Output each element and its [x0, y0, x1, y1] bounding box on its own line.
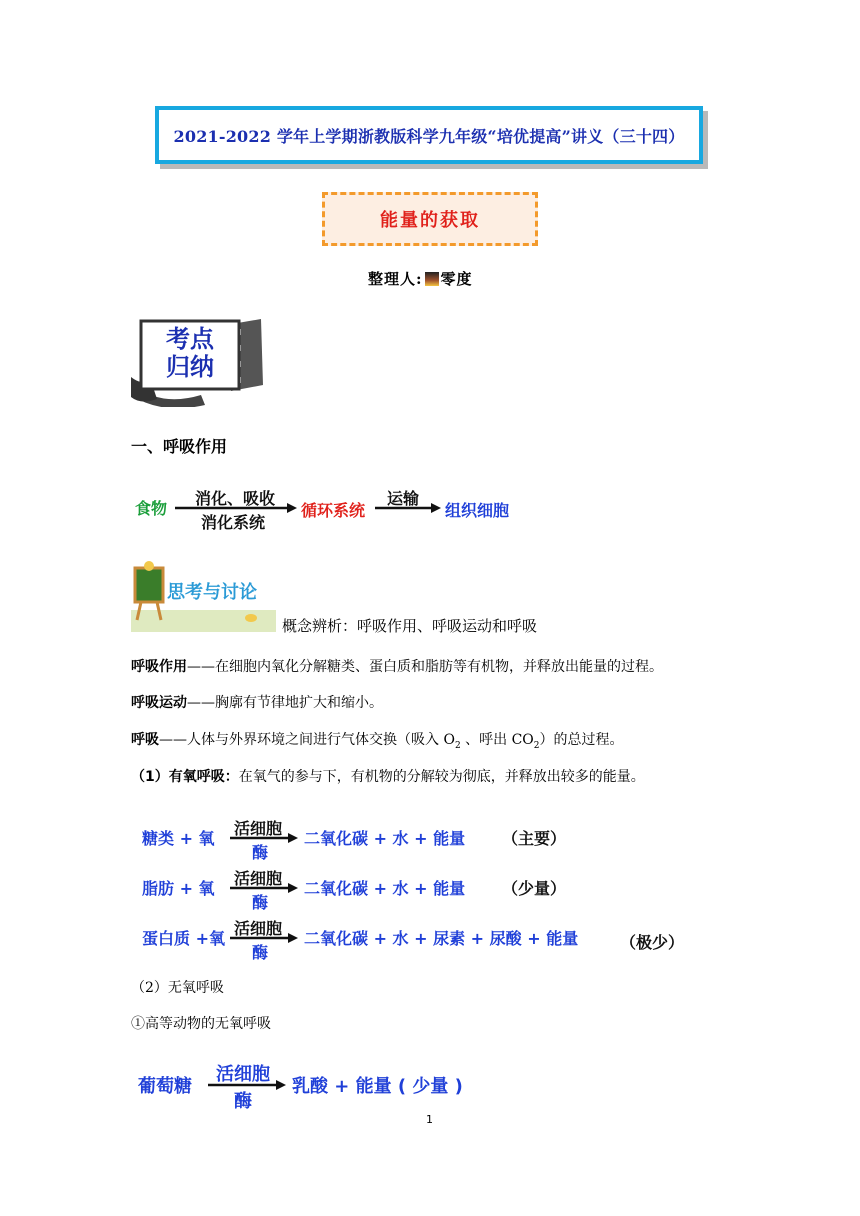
definition-text: ——在细胞内氧化分解糖类、蛋白质和脂肪等有机物，并释放出能量的过程。	[187, 659, 663, 675]
document-title: 2021-2022 学年上学期浙教版科学九年级“培优提高”讲义（三十四）	[173, 126, 685, 146]
organizer-name: 零度	[440, 270, 473, 288]
subscript: 2	[533, 740, 540, 751]
flow-step2-top: 运输	[387, 489, 420, 508]
anaerobic-sub-heading: ①高等动物的无氧呼吸	[131, 1016, 271, 1032]
organizer-avatar-icon	[425, 272, 439, 286]
arrow-top-label: 活细胞	[216, 1064, 270, 1085]
definition-term: 呼吸	[131, 732, 159, 748]
topic-box	[322, 192, 538, 246]
aerobic-label: （1）有氧呼吸：	[131, 769, 239, 785]
equation-left: 糖类 + 氧	[142, 829, 215, 848]
flow-arrow-2	[375, 503, 441, 513]
definition-respiration	[131, 658, 663, 676]
arrow-top-label: 活细胞	[234, 869, 283, 888]
arrow-top-label: 活细胞	[234, 919, 283, 938]
anaerobic-equation	[138, 1060, 498, 1110]
flow-circulation: 循环系统	[301, 501, 366, 520]
aerobic-heading	[131, 768, 645, 786]
anaerobic-heading: （2）无氧呼吸	[131, 980, 224, 996]
definition-breathing-movement	[131, 694, 383, 712]
organizer-label: 整理人:	[368, 270, 423, 288]
equation-left: 脂肪 + 氧	[142, 879, 215, 898]
equation-right: 乳酸 + 能量 ( 少量 )	[292, 1076, 463, 1097]
arrow-top-label: 活细胞	[234, 819, 283, 838]
page-number: 1	[426, 1113, 433, 1126]
arrow-bottom-label: 酶	[234, 1091, 252, 1112]
organizer-line	[368, 268, 473, 289]
arrow-bottom-label: 酶	[252, 893, 269, 912]
badge-line-2: 归纳	[166, 353, 214, 381]
arrow-bottom-label: 酶	[252, 843, 269, 862]
section-heading: 一、呼吸作用	[131, 437, 228, 456]
equation-note: （少量）	[502, 879, 567, 898]
topic-title: 能量的获取	[380, 210, 480, 231]
definition-text-a: ——人体与外界环境之间进行气体交换（吸入 O	[159, 732, 455, 748]
definition-term: 呼吸作用	[131, 659, 187, 675]
definition-breathing	[131, 731, 624, 755]
concept-line	[282, 615, 537, 636]
definition-term: 呼吸运动	[131, 695, 187, 711]
equation-right: 二氧化碳 + 水 + 能量	[304, 879, 466, 898]
aerobic-text: 在氧气的参与下，有机物的分解较为彻底，并释放出较多的能量。	[238, 769, 645, 785]
equation-right: 二氧化碳 + 水 + 能量	[304, 829, 466, 848]
digestion-flow-diagram	[135, 486, 525, 530]
concept-label: 概念辨析：	[282, 617, 358, 635]
badge-line-1: 考点	[166, 325, 214, 353]
equation-note: （极少）	[620, 933, 685, 952]
equation-left: 葡萄糖	[138, 1076, 192, 1097]
equation-row	[142, 816, 702, 860]
definition-text: ——胸廓有节律地扩大和缩小。	[187, 695, 383, 711]
subscript: 2	[454, 740, 461, 751]
document-title-box	[155, 106, 703, 164]
flow-food: 食物	[135, 499, 168, 518]
concept-text: 呼吸作用、呼吸运动和呼吸	[357, 617, 538, 635]
think-discuss-badge	[131, 560, 276, 632]
think-discuss-text: 思考与讨论	[167, 582, 257, 603]
flow-tissue: 组织细胞	[445, 501, 510, 520]
equation-right: 二氧化碳 + 水 + 尿素 + 尿酸 + 能量	[304, 929, 579, 948]
flow-step1-bottom: 消化系统	[201, 513, 266, 532]
definition-text-b: 、呼出 CO	[460, 732, 534, 748]
key-points-badge	[131, 315, 265, 407]
equation-left: 蛋白质 +氧	[142, 929, 225, 948]
equation-row	[142, 916, 702, 960]
flow-step1-top: 消化、吸收	[195, 489, 276, 508]
arrow-bottom-label: 酶	[252, 943, 269, 962]
equation-note: （主要）	[502, 829, 567, 848]
equation-row	[142, 866, 702, 910]
definition-text-c: ）的总过程。	[539, 732, 624, 748]
